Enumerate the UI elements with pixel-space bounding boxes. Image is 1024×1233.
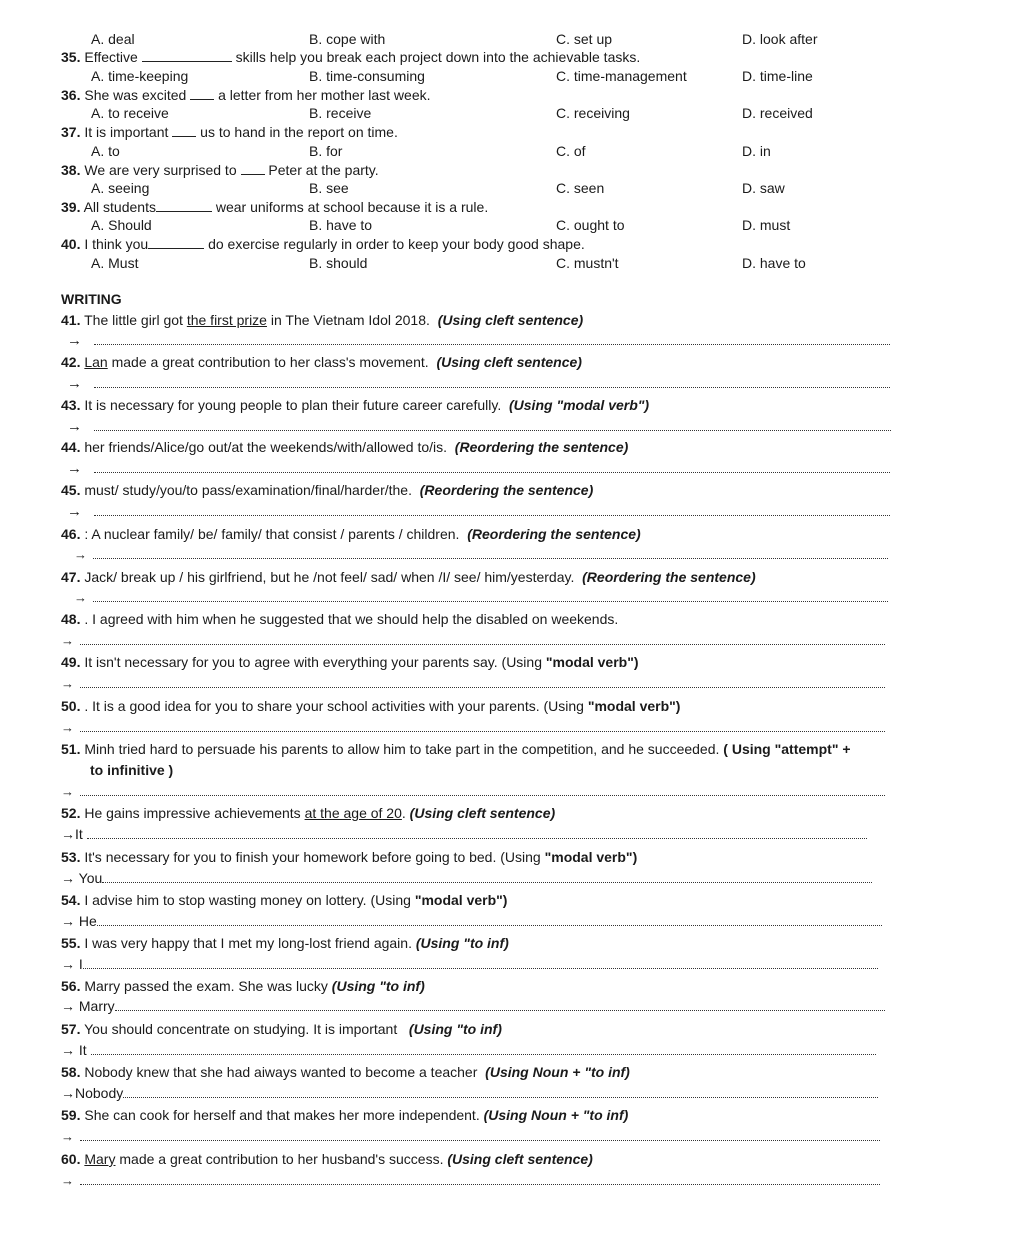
arrow-icon: → xyxy=(61,1129,74,1144)
question-44 xyxy=(61,438,628,456)
answer-line[interactable] xyxy=(55,1128,885,1144)
q40-options xyxy=(0,254,1000,272)
question-text: must/ study/you/to pass/examination/final/harder/the. xyxy=(84,482,412,498)
option-b: B. cope with xyxy=(309,31,386,47)
dotted-line xyxy=(97,915,882,926)
option-a: A. deal xyxy=(91,31,135,47)
instruction-hint: (Using "to inf) xyxy=(331,978,425,994)
answer-blank[interactable] xyxy=(172,124,196,137)
answer-blank[interactable] xyxy=(190,87,214,100)
question-56 xyxy=(61,977,425,995)
dotted-line xyxy=(83,958,878,969)
instruction-hint: ( Using "attempt" + xyxy=(723,741,851,757)
instruction-hint: (Using cleft sentence) xyxy=(447,1151,593,1167)
question-number: 49. xyxy=(61,654,81,670)
question-47 xyxy=(61,568,756,586)
underlined-text: Lan xyxy=(84,354,108,370)
option-d: D. must xyxy=(742,217,791,233)
dotted-line xyxy=(102,872,872,883)
option-d: D. time-line xyxy=(742,68,813,84)
underlined-text: Mary xyxy=(84,1151,116,1167)
instruction-hint: "modal verb") xyxy=(414,892,508,908)
q34-options xyxy=(0,30,1000,48)
instruction-hint: (Reordering the sentence) xyxy=(582,569,756,585)
option-d: D. in xyxy=(742,143,771,159)
option-a: A. Should xyxy=(91,217,152,233)
instruction-hint: "modal verb") xyxy=(545,654,639,670)
answer-starter: → I xyxy=(61,956,83,972)
underlined-text: the first prize xyxy=(186,312,267,328)
question-text: It is important xyxy=(84,124,169,140)
question-number: 59. xyxy=(61,1107,81,1123)
arrow-icon: → xyxy=(61,720,74,735)
dotted-line xyxy=(94,462,891,473)
question-53 xyxy=(61,848,637,866)
dotted-line xyxy=(80,785,885,796)
option-c: C. time-management xyxy=(556,68,687,84)
answer-line[interactable] xyxy=(61,913,891,929)
question-number: 40. xyxy=(61,236,81,252)
option-c: C. of xyxy=(556,143,586,159)
option-c: C. set up xyxy=(556,31,613,47)
question-59 xyxy=(61,1106,628,1124)
question-text: Marry passed the exam. She was lucky xyxy=(84,978,328,994)
question-text: . It is a good idea for you to share your school activities with your parents. (Using xyxy=(84,698,588,714)
instruction-hint: (Using Noun + "to inf) xyxy=(485,1064,630,1080)
question-number: 43. xyxy=(61,397,81,413)
arrow-icon: → xyxy=(61,676,74,691)
question-58 xyxy=(61,1063,630,1081)
question-text: skills help you break each project down into the achievable tasks. xyxy=(235,49,641,65)
answer-line[interactable] xyxy=(61,332,891,348)
question-number: 35. xyxy=(61,49,81,65)
arrow-icon: → xyxy=(67,375,82,391)
question-37 xyxy=(61,123,398,141)
answer-blank[interactable] xyxy=(241,162,265,175)
answer-starter: → It xyxy=(61,1042,87,1058)
answer-line[interactable] xyxy=(55,632,885,648)
question-text: It isn't necessary for you to agree with everything your parents say. (Using xyxy=(84,654,546,670)
question-45 xyxy=(61,481,593,499)
q37-options xyxy=(0,142,1000,160)
question-text: She was excited xyxy=(84,87,187,103)
instruction-hint: (Using "modal verb") xyxy=(509,397,650,413)
q38-options xyxy=(0,179,1000,197)
question-text: us to hand in the report on time. xyxy=(200,124,398,140)
arrow-icon: → xyxy=(74,547,87,562)
question-number: 47. xyxy=(61,569,81,585)
question-number: 45. xyxy=(61,482,81,498)
question-54 xyxy=(61,891,507,909)
option-a: A. to xyxy=(91,143,120,159)
question-text: : A nuclear family/ be/ family/ that consist / parents / children. xyxy=(84,526,460,542)
question-36 xyxy=(61,86,431,104)
instruction-hint: "modal verb") xyxy=(587,698,681,714)
answer-line[interactable] xyxy=(61,998,891,1014)
arrow-icon: → xyxy=(74,590,87,605)
dotted-line xyxy=(80,721,885,732)
dotted-line xyxy=(93,548,888,559)
arrow-icon: → xyxy=(67,332,82,348)
instruction-hint: (Reordering the sentence) xyxy=(419,482,594,498)
question-57 xyxy=(61,1020,502,1038)
question-text: . I agreed with him when he suggested that we should help the disabled on weekends. xyxy=(84,611,619,627)
question-number: 48. xyxy=(61,611,81,627)
dotted-line xyxy=(87,828,867,839)
arrow-icon: → xyxy=(67,460,82,476)
question-41 xyxy=(61,311,583,329)
question-42 xyxy=(61,353,582,371)
instruction-hint-continued: to infinitive ) xyxy=(90,762,174,778)
question-text: You should concentrate on studying. It is important xyxy=(84,1021,398,1037)
question-text: her friends/Alice/go out/at the weekends/with/allowed to/is. xyxy=(84,439,448,455)
answer-line[interactable] xyxy=(61,418,891,434)
answer-line[interactable] xyxy=(55,783,885,799)
question-text: I think you xyxy=(84,236,149,252)
question-46 xyxy=(61,525,641,543)
question-number: 37. xyxy=(61,124,81,140)
answer-line[interactable] xyxy=(61,375,891,391)
question-39 xyxy=(61,198,488,216)
question-60 xyxy=(61,1150,593,1168)
question-text: Peter at the party. xyxy=(268,162,379,178)
question-number: 53. xyxy=(61,849,81,865)
answer-starter: → Marry xyxy=(61,998,115,1014)
instruction-hint: (Using cleft sentence) xyxy=(437,312,584,328)
option-b: B. have to xyxy=(309,217,373,233)
question-number: 57. xyxy=(61,1021,81,1037)
question-51 xyxy=(61,740,851,758)
answer-blank[interactable] xyxy=(156,199,212,212)
question-text: made a great contribution to her class's movement. xyxy=(107,354,429,370)
question-55 xyxy=(61,934,509,952)
answer-blank[interactable] xyxy=(142,49,232,62)
dotted-line xyxy=(91,1044,876,1055)
dotted-line xyxy=(94,420,891,431)
answer-line[interactable] xyxy=(55,675,885,691)
question-text: It's necessary for you to finish your homework before going to bed. (Using xyxy=(84,849,545,865)
option-b: B. see xyxy=(309,180,349,196)
instruction-hint: (Using Noun + "to inf) xyxy=(483,1107,629,1123)
option-b: B. should xyxy=(309,255,368,271)
answer-line[interactable] xyxy=(61,1085,891,1101)
option-d: D. received xyxy=(742,105,813,121)
option-d: D. have to xyxy=(742,255,806,271)
dotted-line xyxy=(115,1000,885,1011)
answer-line[interactable] xyxy=(55,1172,885,1188)
dotted-line xyxy=(80,634,885,645)
question-number: 55. xyxy=(61,935,81,951)
question-text: a letter from her mother last week. xyxy=(218,87,431,103)
question-number: 50. xyxy=(61,698,81,714)
question-40 xyxy=(61,235,585,253)
arrow-icon: → xyxy=(61,784,74,799)
option-a: A. to receive xyxy=(91,105,169,121)
question-number: 38. xyxy=(61,162,81,178)
question-text: Minh tried hard to persuade his parents to allow him to take part in the competition, and he succeeded. xyxy=(84,741,720,757)
section-heading: WRITING xyxy=(61,291,122,307)
instruction-hint: (Using "to inf) xyxy=(408,1021,502,1037)
dotted-line xyxy=(94,377,891,388)
option-b: B. time-consuming xyxy=(309,68,425,84)
question-text: made a great contribution to her husband's success. xyxy=(115,1151,444,1167)
instruction-hint: (Using "to inf) xyxy=(415,935,509,951)
q36-options xyxy=(0,104,1000,122)
instruction-hint: (Using cleft sentence) xyxy=(409,805,556,821)
question-number: 58. xyxy=(61,1064,81,1080)
answer-line[interactable] xyxy=(61,460,891,476)
dotted-line xyxy=(93,591,888,602)
answer-line[interactable] xyxy=(55,719,885,735)
dotted-line xyxy=(80,1174,880,1185)
answer-line[interactable] xyxy=(68,546,898,562)
question-50 xyxy=(61,697,680,715)
dotted-line xyxy=(80,1130,880,1141)
question-52 xyxy=(61,804,555,822)
question-number: 44. xyxy=(61,439,81,455)
answer-starter: →It xyxy=(61,826,83,842)
instruction-hint: (Reordering the sentence) xyxy=(467,526,641,542)
q39-options xyxy=(0,216,1000,234)
question-text: Jack/ break up / his girlfriend, but he /not feel/ sad/ when /I/ see/ him/yesterday. xyxy=(84,569,575,585)
answer-starter: → You xyxy=(61,870,103,886)
option-a: A. seeing xyxy=(91,180,150,196)
question-text: Effective xyxy=(84,49,138,65)
question-text: All students xyxy=(83,199,156,215)
question-number: 51. xyxy=(61,741,81,757)
instruction-hint: "modal verb") xyxy=(544,849,638,865)
question-38 xyxy=(61,161,379,179)
answer-line[interactable] xyxy=(61,870,891,886)
q35-options xyxy=(0,67,1000,85)
answer-line[interactable] xyxy=(61,1042,891,1058)
question-text: I was very happy that I met my long-lost friend again. xyxy=(84,935,412,951)
arrow-icon: → xyxy=(61,1173,74,1188)
question-text: I advise him to stop wasting money on lottery. (Using xyxy=(84,892,415,908)
question-text: He gains impressive achievements xyxy=(84,805,305,821)
question-number: 41. xyxy=(61,312,81,328)
question-number: 54. xyxy=(61,892,81,908)
answer-blank[interactable] xyxy=(148,236,204,249)
dotted-line xyxy=(123,1087,878,1098)
instruction-hint: (Using cleft sentence) xyxy=(436,354,582,370)
option-c: C. ought to xyxy=(556,217,625,233)
answer-starter: →Nobody xyxy=(61,1085,124,1101)
question-number: 39. xyxy=(61,199,81,215)
option-d: D. look after xyxy=(742,31,818,47)
question-text: She can cook for herself and that makes her more independent. xyxy=(84,1107,480,1123)
arrow-icon: → xyxy=(67,418,82,434)
answer-starter: → He xyxy=(61,913,97,929)
question-text: It is necessary for young people to plan their future career carefully. xyxy=(84,397,502,413)
option-c: C. receiving xyxy=(556,105,630,121)
question-text: We are very surprised to xyxy=(84,162,237,178)
question-text: do exercise regularly in order to keep your body good shape. xyxy=(208,236,585,252)
option-d: D. saw xyxy=(742,180,785,196)
answer-line[interactable] xyxy=(68,589,898,605)
question-49 xyxy=(61,653,639,671)
dotted-line xyxy=(80,677,885,688)
question-number: 60. xyxy=(61,1151,81,1167)
option-b: B. for xyxy=(309,143,343,159)
dotted-line xyxy=(94,505,891,516)
answer-line[interactable] xyxy=(61,503,891,519)
question-text: Nobody knew that she had aiways wanted to become a teacher xyxy=(84,1064,478,1080)
question-number: 56. xyxy=(61,978,81,994)
question-number: 36. xyxy=(61,87,81,103)
question-text: in The Vietnam Idol 2018. xyxy=(266,312,430,328)
question-text: wear uniforms at school because it is a rule. xyxy=(215,199,489,215)
option-b: B. receive xyxy=(309,105,372,121)
question-48 xyxy=(61,610,618,628)
question-number: 46. xyxy=(61,526,81,542)
answer-line[interactable] xyxy=(61,826,891,842)
dotted-line xyxy=(94,334,891,345)
question-number: 52. xyxy=(61,805,81,821)
underlined-text: at the age of 20 xyxy=(304,805,402,821)
option-a: A. time-keeping xyxy=(91,68,189,84)
option-a: A. Must xyxy=(91,255,139,271)
option-c: C. mustn't xyxy=(556,255,619,271)
question-text: The little girl got xyxy=(84,312,187,328)
question-text: . xyxy=(401,805,406,821)
instruction-hint: (Reordering the sentence) xyxy=(454,439,629,455)
question-43 xyxy=(61,396,649,414)
arrow-icon: → xyxy=(61,633,74,648)
arrow-icon: → xyxy=(67,503,82,519)
option-c: C. seen xyxy=(556,180,605,196)
question-number: 42. xyxy=(61,354,81,370)
question-35 xyxy=(61,48,640,66)
answer-line[interactable] xyxy=(61,956,891,972)
